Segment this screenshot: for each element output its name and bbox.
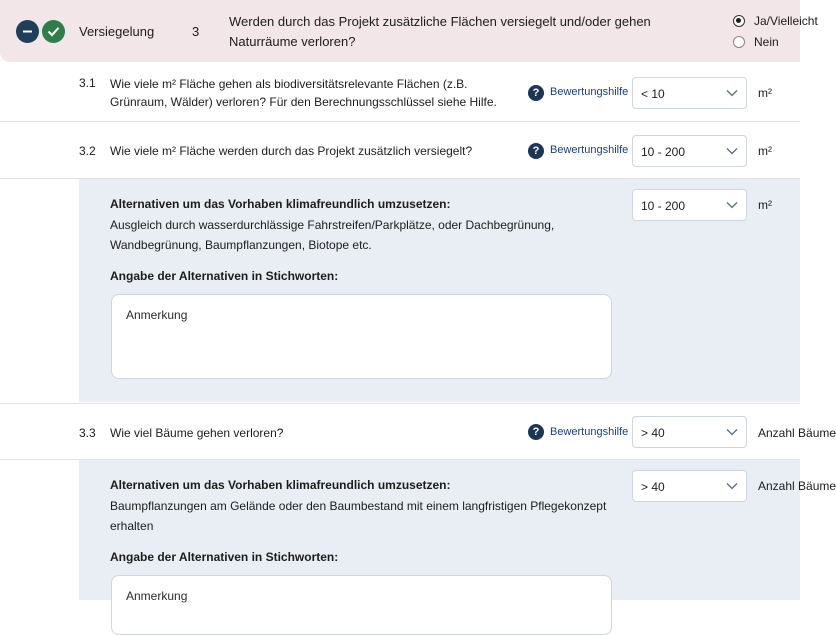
help-icon[interactable]: ?: [528, 424, 544, 440]
row-question: Wie viele m² Fläche werden durch das Projekt zusätzlich versiegelt?: [110, 144, 473, 158]
check-icon: [47, 26, 60, 37]
select-value: > 40: [641, 480, 665, 494]
help-link[interactable]: Bewertungshilfe: [550, 144, 629, 156]
unit-label: Anzahl Bäume: [758, 479, 836, 493]
alternatives-text: Ausgleich durch wasserdurchlässige Fahrstreifen/Parkplätze, oder Dachbegrünung, Wandbegrünung, Baumpflanzungen, Biotope etc.: [110, 218, 555, 252]
alternatives-panel-3-2: [79, 179, 800, 402]
radio-no-label: Nein: [754, 35, 779, 49]
unit-label: m²: [758, 144, 772, 158]
area-select[interactable]: [632, 77, 747, 109]
chevron-down-icon: [726, 147, 738, 155]
help-link[interactable]: Bewertungshilfe: [550, 86, 629, 98]
alternative-trees-select[interactable]: [632, 470, 747, 502]
unit-label: m²: [758, 86, 772, 100]
section-question: Werden durch das Projekt zusätzliche Flächen versiegelt und/oder gehen Naturräume verloren?: [229, 14, 651, 49]
alternatives-heading: Alternativen um das Vorhaben klimafreundlich umzusetzen:: [110, 478, 451, 492]
complete-status: [42, 20, 65, 43]
area-select[interactable]: [632, 135, 747, 167]
question-row-3-1: [0, 62, 800, 121]
alternative-area-select[interactable]: [632, 189, 747, 221]
radio-option-no[interactable]: [733, 33, 813, 53]
question-row-3-3: [0, 404, 836, 459]
select-value: < 10: [641, 87, 665, 101]
keywords-label: Angabe der Alternativen in Stichworten:: [110, 269, 339, 283]
select-value: > 40: [641, 426, 665, 440]
collapse-button[interactable]: [16, 20, 39, 43]
alternatives-panel-3-3: [79, 460, 836, 603]
chevron-down-icon: [726, 201, 738, 209]
help-icon[interactable]: ?: [528, 143, 544, 159]
chevron-down-icon: [726, 482, 738, 490]
chevron-down-icon: [726, 428, 738, 436]
section-number: 3: [192, 24, 200, 39]
radio-yes-checked[interactable]: [733, 15, 745, 27]
row-question: Wie viel Bäume gehen verloren?: [110, 426, 284, 440]
note-textarea[interactable]: [111, 575, 612, 635]
alternatives-heading: Alternativen um das Vorhaben klimafreundlich umzusetzen:: [110, 197, 451, 211]
minus-icon: [22, 26, 33, 37]
row-number: 3.2: [79, 144, 96, 158]
note-placeholder: Anmerkung: [126, 589, 188, 603]
unit-label: m²: [758, 198, 772, 212]
chevron-down-icon: [726, 89, 738, 97]
row-number: 3.1: [79, 76, 96, 90]
help-link[interactable]: Bewertungshilfe: [550, 426, 629, 438]
select-value: 10 - 200: [641, 145, 686, 159]
help-icon[interactable]: ?: [528, 85, 544, 101]
radio-option-yes[interactable]: [733, 12, 818, 32]
radio-no[interactable]: [733, 36, 745, 48]
unit-label: Anzahl Bäume: [758, 426, 836, 440]
select-value: 10 - 200: [641, 199, 686, 213]
radio-yes-label: Ja/Vielleicht: [754, 14, 818, 28]
row-question: Wie viele m² Fläche gehen als biodiversitätsrelevante Flächen (z.B. Grünraum, Wälder) verloren? Für den Berechnungsschlüssel siehe Hilfe.: [110, 77, 497, 109]
note-placeholder: Anmerkung: [126, 308, 188, 322]
trees-select[interactable]: [632, 416, 747, 448]
note-textarea[interactable]: [111, 294, 612, 379]
keywords-label: Angabe der Alternativen in Stichworten:: [110, 550, 339, 564]
question-row-3-2: [0, 122, 800, 178]
section-header: [0, 0, 818, 62]
alternatives-text: Baumpflanzungen am Gelände oder den Baumbestand mit einem langfristigen Pflegekonzept erhalten: [110, 499, 607, 533]
section-category: Versiegelung: [79, 24, 155, 39]
row-number: 3.3: [79, 426, 96, 440]
